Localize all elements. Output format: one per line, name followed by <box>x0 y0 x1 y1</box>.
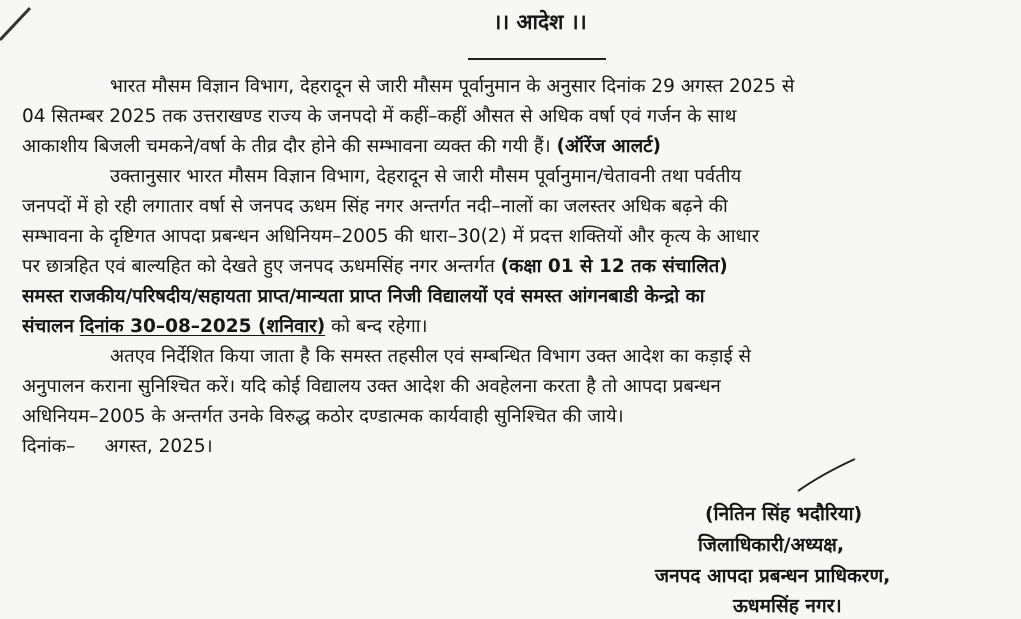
closure-date: दिनांक 30–08–2025 (शनिवार) <box>79 316 326 337</box>
para3-line2: अनुपालन कराना सुनिश्चित करें। यदि कोई विद्यालय उक्त आदेश की अवहेलना करता है तो आपदा प्रबन्धन <box>22 376 721 397</box>
para1-line2: 04 सितम्बर 2025 तक उत्तराखण्ड राज्य के जनपदो में कहीं–कहीं औसत से अधिक वर्षा एवं गर्जन के साथ <box>22 106 737 127</box>
para2-line6-prefix: संचालन <box>22 316 74 337</box>
signature-stroke <box>795 455 860 495</box>
signatory-designation: जिलाधिकारी/अध्यक्ष, <box>698 534 845 556</box>
para2-line4 <box>22 252 997 282</box>
para2-line6 <box>22 312 997 342</box>
signatory-place: ऊधमसिंह नगर। <box>733 595 842 617</box>
para2-line2: जनपदों में हो रही लगातार वर्षा से जनपद ऊधम सिंह नगर अन्तर्गत नदी–नालों का जलस्तर अधिक बढ़ने की <box>22 196 728 217</box>
date-line: दिनांक– अगस्त, 2025। <box>22 436 213 457</box>
para2-line3: सम्भावना के दृष्टिगत आपदा प्रबन्धन अधिनियम–2005 की धारा–30(2) में प्रदत्त शक्तियों और कृत्य के आधार <box>22 226 760 247</box>
para2-line4-text: पर छात्रहित एवं बाल्यहित को देखते हुए जनपद ऊधमसिंह नगर अन्तर्गत <box>22 256 495 277</box>
signatory-authority: जनपद आपदा प्रबन्धन प्राधिकरण, <box>655 565 891 587</box>
para1-line3 <box>22 132 997 162</box>
para2-line6-suffix: को बन्द रहेगा। <box>331 316 428 337</box>
orange-alert-label: (ऑरेंज आलर्ट) <box>556 136 661 157</box>
para3-line1: अतएव निर्देशित किया जाता है कि समस्त तहसील एवं सम्बन्धित विभाग उक्त आदेश का कड़ाई से <box>110 346 752 367</box>
para3-line3: अधिनियम–2005 के अन्तर्गत उनके विरुद्ध कठोर दण्डात्मक कार्यवाही सुनिश्चित की जाये। <box>22 406 624 427</box>
page-corner-mark <box>0 0 40 45</box>
heading-underline <box>468 58 606 60</box>
class-range-label: (कक्षा 01 से 12 तक संचालित) <box>500 256 728 277</box>
para1-line3-text: आकाशीय बिजली चमकने/वर्षा के तीव्र दौर होने की सम्भावना व्यक्त की गयी हैं। <box>22 136 551 157</box>
para2-line5: समस्त राजकीय/परिषदीय/सहायता प्राप्त/मान्यता प्राप्त निजी विद्यालयों एवं समस्त आंगनबाडी केन्द्रो का <box>22 286 705 307</box>
signatory-name: (नितिन सिंह भदौरिया) <box>705 503 863 525</box>
para1-line1: भारत मौसम विज्ञान विभाग, देहरादून से जारी मौसम पूर्वानुमान के अनुसार दिनांक 29 अगस्त 2025 से <box>110 76 795 97</box>
para2-line1: उक्तानुसार भारत मौसम विज्ञान विभाग, देहरादून से जारी मौसम पूर्वानुमान/चेतावनी तथा पर्वतीय <box>110 166 742 187</box>
order-heading: ।। आदेश ।। <box>493 10 587 34</box>
